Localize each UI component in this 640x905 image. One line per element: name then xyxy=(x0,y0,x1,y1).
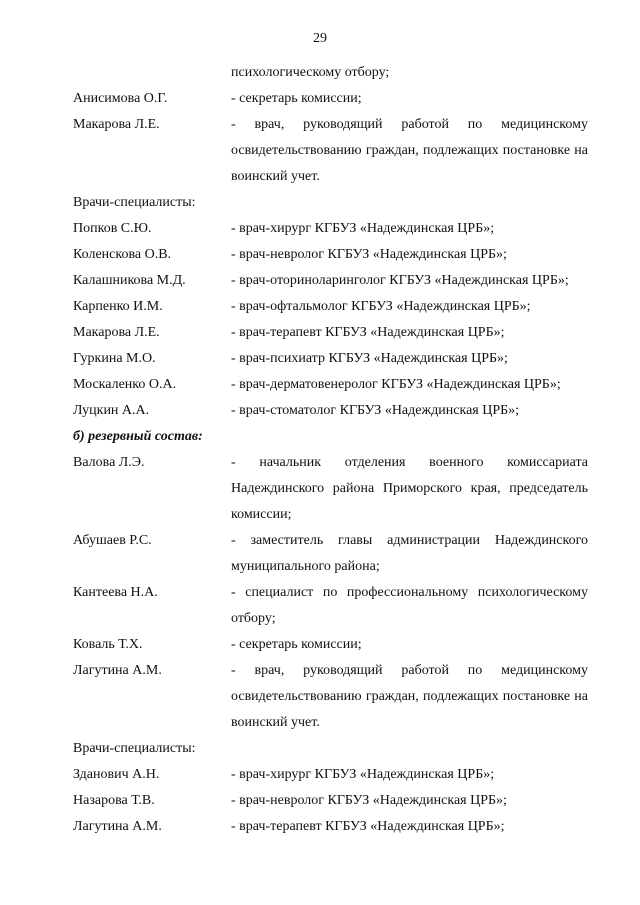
member-role: - специалист по профессиональному психологическому отбору; xyxy=(231,585,588,626)
member-role: - врач-хирург КГБУЗ «Надеждинская ЦРБ»; xyxy=(231,767,495,782)
member-role: - заместитель главы администрации Надеждинского муниципального района; xyxy=(231,533,588,574)
member-role: - врач-оториноларинголог КГБУЗ «Надеждинская ЦРБ»; xyxy=(231,273,569,288)
list-item xyxy=(73,216,588,242)
member-role: - врач-невролог КГБУЗ «Надеждинская ЦРБ»; xyxy=(231,247,507,262)
list-item xyxy=(73,580,588,632)
member-role: - врач-дерматовенеролог КГБУЗ «Надеждинская ЦРБ»; xyxy=(231,377,561,392)
member-name: Кантеева Н.А. xyxy=(73,585,158,600)
member-role: - врач-психиатр КГБУЗ «Надеждинская ЦРБ»; xyxy=(231,351,508,366)
member-name: Коленскова О.В. xyxy=(73,247,172,262)
list-item xyxy=(73,294,588,320)
member-role: - врач, руководящий работой по медицинскому освидетельствованию граждан, подлежащих постановке на воинский учет. xyxy=(231,663,588,730)
list-item xyxy=(73,268,588,294)
member-role: психологическому отбору; xyxy=(231,65,390,80)
list-item xyxy=(73,112,588,190)
member-name: Анисимова О.Г. xyxy=(73,91,168,106)
member-role: - врач-терапевт КГБУЗ «Надеждинская ЦРБ»; xyxy=(231,819,505,834)
member-name: Макарова Л.Е. xyxy=(73,325,160,340)
list-item xyxy=(73,450,588,528)
list-item xyxy=(73,86,588,112)
list-item xyxy=(73,658,588,736)
member-name: Гуркина М.О. xyxy=(73,351,156,366)
member-name: Москаленко О.А. xyxy=(73,377,177,392)
section-heading: Врачи-специалисты: xyxy=(73,741,196,756)
list-item xyxy=(73,814,588,840)
member-name: Лагутина А.М. xyxy=(73,819,162,834)
list-item xyxy=(73,320,588,346)
member-role: - секретарь комиссии; xyxy=(231,91,362,106)
list-item xyxy=(73,398,588,424)
member-name: Абушаев Р.С. xyxy=(73,533,152,548)
member-name: Попков С.Ю. xyxy=(73,221,152,236)
member-name: Назарова Т.В. xyxy=(73,793,155,808)
list-item xyxy=(73,762,588,788)
member-role: - врач-офтальмолог КГБУЗ «Надеждинская ЦРБ»; xyxy=(231,299,531,314)
member-role: - начальник отделения военного комиссариата Надеждинского района Приморского края, председатель комиссии; xyxy=(231,455,588,522)
member-role: - врач-хирург КГБУЗ «Надеждинская ЦРБ»; xyxy=(231,221,495,236)
member-name: Луцкин А.А. xyxy=(73,403,150,418)
member-name: Коваль Т.Х. xyxy=(73,637,143,652)
member-name: Зданович А.Н. xyxy=(73,767,160,782)
page-number: 29 xyxy=(313,31,327,46)
member-role: - врач, руководящий работой по медицинскому освидетельствованию граждан, подлежащих постановке на воинский учет. xyxy=(231,117,588,184)
member-role: - врач-невролог КГБУЗ «Надеждинская ЦРБ»; xyxy=(231,793,507,808)
member-role: - врач-терапевт КГБУЗ «Надеждинская ЦРБ»; xyxy=(231,325,505,340)
list-item xyxy=(73,346,588,372)
member-name: Лагутина А.М. xyxy=(73,663,162,678)
document-body xyxy=(73,60,588,840)
list-item xyxy=(73,60,588,86)
list-item xyxy=(73,372,588,398)
member-name: Макарова Л.Е. xyxy=(73,117,160,132)
list-item xyxy=(73,528,588,580)
list-item xyxy=(73,242,588,268)
member-name: Валова Л.Э. xyxy=(73,455,145,470)
member-role: - врач-стоматолог КГБУЗ «Надеждинская ЦРБ»; xyxy=(231,403,520,418)
list-item xyxy=(73,632,588,658)
reserve-section-title: б) резервный состав: xyxy=(73,429,203,444)
member-role: - секретарь комиссии; xyxy=(231,637,362,652)
list-item xyxy=(73,788,588,814)
member-name: Карпенко И.М. xyxy=(73,299,163,314)
section-heading: Врачи-специалисты: xyxy=(73,195,196,210)
member-name: Калашникова М.Д. xyxy=(73,273,186,288)
